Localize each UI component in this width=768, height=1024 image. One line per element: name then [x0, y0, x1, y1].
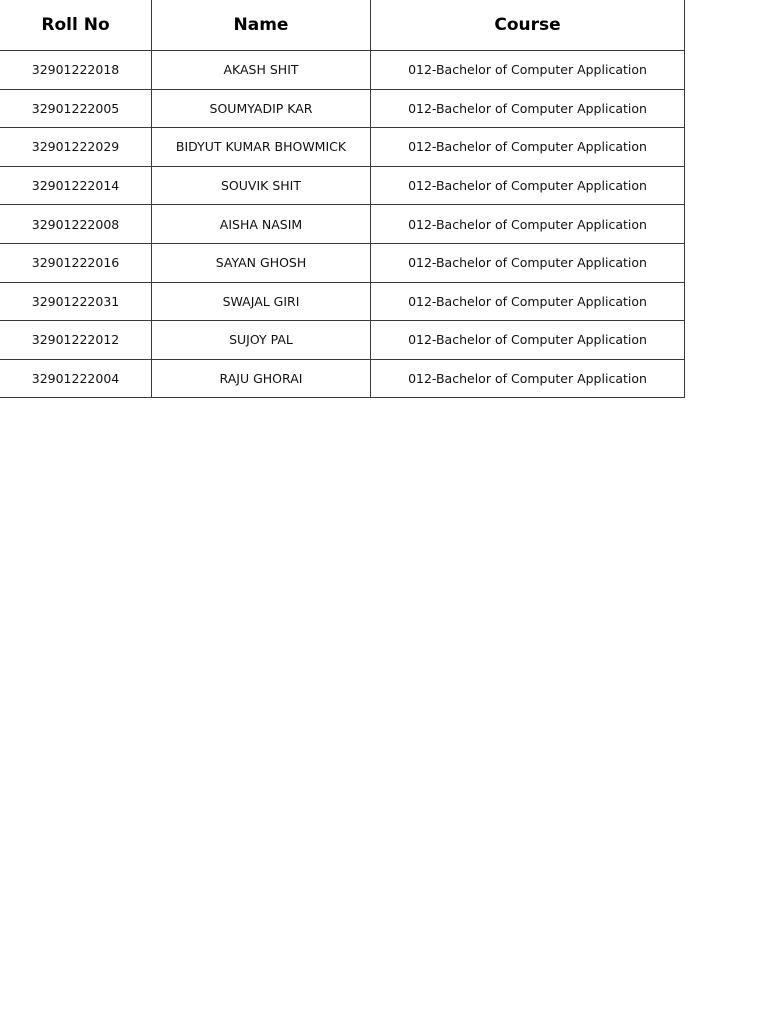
table-row	[0, 359, 685, 398]
cell-course: 012-Bachelor of Computer Application	[371, 51, 685, 90]
table-row	[0, 89, 685, 128]
cell-roll-no: 32901222018	[0, 51, 152, 90]
cell-course: 012-Bachelor of Computer Application	[371, 243, 685, 282]
cell-roll-no: 32901222029	[0, 128, 152, 167]
cell-roll-no: 32901222012	[0, 321, 152, 360]
cell-course: 012-Bachelor of Computer Application	[371, 359, 685, 398]
table-row	[0, 243, 685, 282]
cell-course: 012-Bachelor of Computer Application	[371, 205, 685, 244]
cell-name: SAYAN GHOSH	[152, 243, 371, 282]
cell-roll-no: 32901222016	[0, 243, 152, 282]
cell-roll-no: 32901222004	[0, 359, 152, 398]
cell-course: 012-Bachelor of Computer Application	[371, 282, 685, 321]
header-roll-no: Roll No	[0, 0, 152, 51]
cell-name: SOUMYADIP KAR	[152, 89, 371, 128]
header-row	[0, 0, 685, 51]
cell-name: SOUVIK SHIT	[152, 166, 371, 205]
table-row	[0, 166, 685, 205]
cell-roll-no: 32901222031	[0, 282, 152, 321]
table-row	[0, 321, 685, 360]
table-header	[0, 0, 685, 51]
table-body	[0, 51, 685, 398]
cell-name: RAJU GHORAI	[152, 359, 371, 398]
table-row	[0, 51, 685, 90]
cell-course: 012-Bachelor of Computer Application	[371, 89, 685, 128]
cell-name: BIDYUT KUMAR BHOWMICK	[152, 128, 371, 167]
cell-name: AKASH SHIT	[152, 51, 371, 90]
table-row	[0, 282, 685, 321]
cell-name: SUJOY PAL	[152, 321, 371, 360]
cell-name: AISHA NASIM	[152, 205, 371, 244]
header-name: Name	[152, 0, 371, 51]
cell-roll-no: 32901222008	[0, 205, 152, 244]
cell-course: 012-Bachelor of Computer Application	[371, 128, 685, 167]
cell-course: 012-Bachelor of Computer Application	[371, 166, 685, 205]
header-course: Course	[371, 0, 685, 51]
cell-roll-no: 32901222014	[0, 166, 152, 205]
cell-roll-no: 32901222005	[0, 89, 152, 128]
cell-course: 012-Bachelor of Computer Application	[371, 321, 685, 360]
cell-name: SWAJAL GIRI	[152, 282, 371, 321]
table-row	[0, 205, 685, 244]
student-roll-table	[0, 0, 685, 398]
table-row	[0, 128, 685, 167]
